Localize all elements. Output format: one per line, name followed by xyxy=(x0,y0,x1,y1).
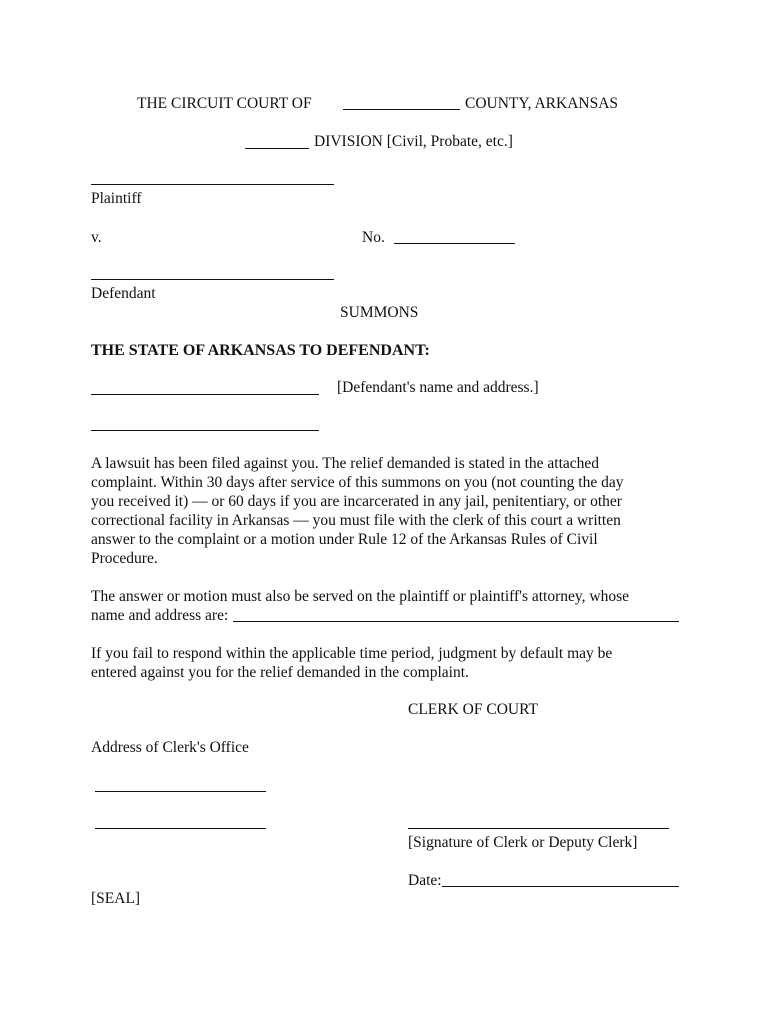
date-label: Date: xyxy=(408,872,442,889)
paragraph-line: A lawsuit has been filed against you. The relief demanded is stated in the attached xyxy=(91,455,600,472)
defendant-label: Defendant xyxy=(91,285,156,302)
division-blank xyxy=(245,148,309,149)
lawsuit-paragraph xyxy=(91,454,691,568)
case-number-label: No. xyxy=(362,229,385,246)
document-title: SUMMONS xyxy=(340,304,419,321)
defendant-name-blank xyxy=(91,394,319,395)
case-number-blank xyxy=(394,243,515,244)
plaintiff-label: Plaintiff xyxy=(91,190,142,207)
paragraph-line: answer to the complaint or a motion under Rule 12 of the Arkansas Rules of Civil xyxy=(91,531,598,548)
defendant-name-hint: [Defendant's name and address.] xyxy=(337,379,539,396)
court-suffix: COUNTY, ARKANSAS xyxy=(465,95,619,112)
clerk-office-label: Address of Clerk's Office xyxy=(91,739,249,756)
paragraph-line: If you fail to respond within the applicable time period, judgment by default may be xyxy=(91,645,613,662)
date-blank xyxy=(442,886,679,887)
default-paragraph xyxy=(91,644,691,682)
clerk-address-blank-1 xyxy=(95,791,266,792)
paragraph-line: you received it) — or 60 days if you are incarcerated in any jail, penitentiary, or other xyxy=(91,493,622,510)
paragraph-line: name and address are: xyxy=(91,607,229,624)
clerk-of-court-label: CLERK OF COURT xyxy=(408,701,538,718)
signature-label: [Signature of Clerk or Deputy Clerk] xyxy=(408,834,638,851)
county-blank xyxy=(343,109,460,110)
defendant-address-blank xyxy=(91,430,319,431)
versus-label: v. xyxy=(91,229,102,246)
court-prefix: THE CIRCUIT COURT OF xyxy=(137,95,312,112)
service-paragraph xyxy=(91,587,691,625)
addressee-heading: THE STATE OF ARKANSAS TO DEFENDANT: xyxy=(91,342,430,359)
division-label: DIVISION [Civil, Probate, etc.] xyxy=(314,133,513,150)
plaintiff-blank xyxy=(91,184,334,185)
paragraph-line: entered against you for the relief demanded in the complaint. xyxy=(91,664,469,681)
paragraph-line: The answer or motion must also be served on the plaintiff or plaintiff's attorney, whose xyxy=(91,588,629,605)
paragraph-line: correctional facility in Arkansas — you must file with the clerk of this court a written xyxy=(91,512,621,529)
signature-blank xyxy=(408,828,669,829)
seal-label: [SEAL] xyxy=(91,890,141,907)
defendant-blank xyxy=(91,279,334,280)
paragraph-line: complaint. Within 30 days after service of this summons on you (not counting the day xyxy=(91,474,624,491)
paragraph-line: Procedure. xyxy=(91,550,158,567)
attorney-address-blank xyxy=(233,621,679,622)
clerk-address-blank-2 xyxy=(95,828,266,829)
